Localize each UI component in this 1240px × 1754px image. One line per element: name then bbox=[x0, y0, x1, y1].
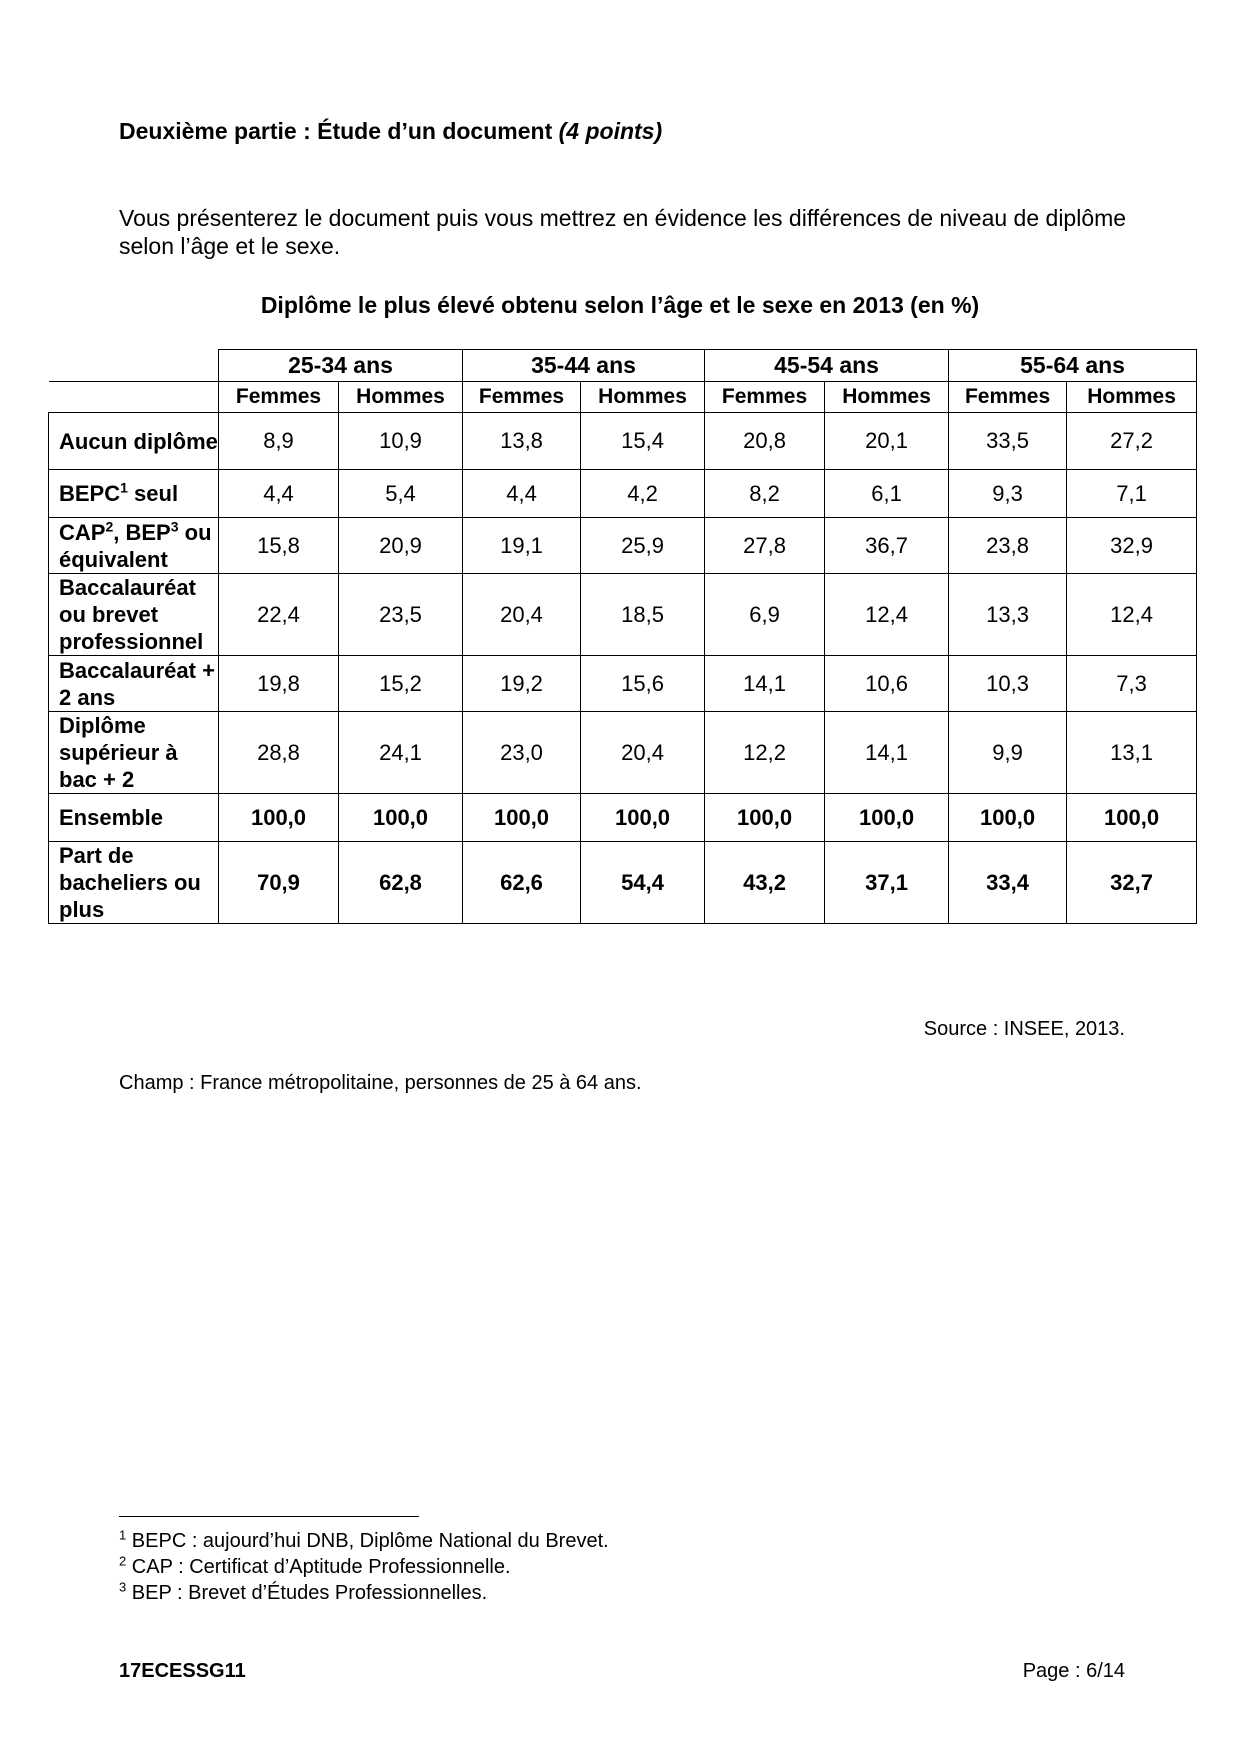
page-number: Page : 6/14 bbox=[1022, 1660, 1125, 1682]
table-cell: 36,7 bbox=[825, 518, 949, 574]
table-cell: 4,2 bbox=[581, 470, 705, 518]
table-row bbox=[49, 656, 1197, 712]
table-cell: 25,9 bbox=[581, 518, 705, 574]
table-cell: 9,3 bbox=[949, 470, 1067, 518]
table-row bbox=[49, 574, 1197, 656]
table-cell: 19,1 bbox=[463, 518, 581, 574]
table-cell: 10,3 bbox=[949, 656, 1067, 712]
table-cell: 19,8 bbox=[219, 656, 339, 712]
table-corner-cell bbox=[49, 350, 219, 382]
table-cell: 62,8 bbox=[339, 842, 463, 924]
row-label: CAP$^2$, BEP$^3$ ou équivalent bbox=[49, 518, 219, 574]
table-cell: 6,1 bbox=[825, 470, 949, 518]
sex-header: Femmes bbox=[463, 382, 581, 413]
table-cell: 9,9 bbox=[949, 712, 1067, 794]
table-cell: 20,4 bbox=[581, 712, 705, 794]
source-note: Source : INSEE, 2013. bbox=[923, 1018, 1125, 1040]
table-cell: 37,1 bbox=[825, 842, 949, 924]
footnote-item: $^2$ CAP : Certificat d’Aptitude Professionnelle. bbox=[119, 1553, 511, 1578]
table-cell: 100,0 bbox=[705, 794, 825, 842]
footnote-divider bbox=[119, 1516, 419, 1517]
table-corner-cell bbox=[49, 382, 219, 413]
table-cell: 15,4 bbox=[581, 413, 705, 470]
table-cell: 14,1 bbox=[705, 656, 825, 712]
table-cell: 62,6 bbox=[463, 842, 581, 924]
table-cell: 27,8 bbox=[705, 518, 825, 574]
row-label: Aucun diplôme bbox=[49, 413, 219, 470]
section-title-text: Deuxième partie : Étude d’un document bbox=[119, 118, 553, 144]
table-cell: 32,7 bbox=[1067, 842, 1197, 924]
table-cell: 10,9 bbox=[339, 413, 463, 470]
table-cell: 7,3 bbox=[1067, 656, 1197, 712]
row-label: Diplôme supérieur à bac + 2 bbox=[49, 712, 219, 794]
table-cell: 15,6 bbox=[581, 656, 705, 712]
row-label: Baccalauréat ou brevet professionnel bbox=[49, 574, 219, 656]
table-cell: 10,6 bbox=[825, 656, 949, 712]
footnote-item: $^1$ BEPC : aujourd’hui DNB, Diplôme National du Brevet. bbox=[119, 1527, 609, 1552]
table-cell: 100,0 bbox=[219, 794, 339, 842]
table-cell: 22,4 bbox=[219, 574, 339, 656]
row-label: Baccalauréat + 2 ans bbox=[49, 656, 219, 712]
table-cell: 33,4 bbox=[949, 842, 1067, 924]
table-cell: 15,2 bbox=[339, 656, 463, 712]
table-cell: 13,1 bbox=[1067, 712, 1197, 794]
table-cell: 20,4 bbox=[463, 574, 581, 656]
table-cell: 43,2 bbox=[705, 842, 825, 924]
table-cell: 7,1 bbox=[1067, 470, 1197, 518]
table-cell: 18,5 bbox=[581, 574, 705, 656]
table-cell: 100,0 bbox=[339, 794, 463, 842]
table-cell: 20,1 bbox=[825, 413, 949, 470]
table-cell: 6,9 bbox=[705, 574, 825, 656]
table-cell: 28,8 bbox=[219, 712, 339, 794]
table-cell: 70,9 bbox=[219, 842, 339, 924]
sex-header: Hommes bbox=[1067, 382, 1197, 413]
table-row bbox=[49, 518, 1197, 574]
age-group-header: 35-44 ans bbox=[463, 350, 705, 382]
table-cell: 19,2 bbox=[463, 656, 581, 712]
instructions-paragraph: Vous présenterez le document puis vous mettrez en évidence les différences de niveau de diplôme selon l’âge et le sexe. bbox=[119, 205, 1127, 259]
table-cell: 24,1 bbox=[339, 712, 463, 794]
table-cell: 20,9 bbox=[339, 518, 463, 574]
table-cell: 100,0 bbox=[949, 794, 1067, 842]
table-cell: 5,4 bbox=[339, 470, 463, 518]
table-cell: 100,0 bbox=[463, 794, 581, 842]
table-row bbox=[49, 842, 1197, 924]
table-cell: 4,4 bbox=[463, 470, 581, 518]
section-points: (4 points) bbox=[558, 118, 663, 144]
row-label: Ensemble bbox=[49, 794, 219, 842]
table-cell: 13,8 bbox=[463, 413, 581, 470]
scope-note: Champ : France métropolitaine, personnes de 25 à 64 ans. bbox=[119, 1072, 642, 1094]
diploma-table bbox=[48, 349, 1197, 924]
table-row bbox=[49, 794, 1197, 842]
row-label: Part de bacheliers ou plus bbox=[49, 842, 219, 924]
table-cell: 100,0 bbox=[581, 794, 705, 842]
table-row bbox=[49, 712, 1197, 794]
table-cell: 4,4 bbox=[219, 470, 339, 518]
table-cell: 13,3 bbox=[949, 574, 1067, 656]
footnotes bbox=[119, 1528, 609, 1606]
table-title: Diplôme le plus élevé obtenu selon l’âge et le sexe en 2013 (en %) bbox=[260, 292, 980, 318]
row-label: BEPC$^1$ seul bbox=[49, 470, 219, 518]
table-cell: 23,5 bbox=[339, 574, 463, 656]
table-cell: 12,4 bbox=[1067, 574, 1197, 656]
sex-header: Hommes bbox=[339, 382, 463, 413]
table-cell: 12,4 bbox=[825, 574, 949, 656]
sex-header: Femmes bbox=[219, 382, 339, 413]
table-cell: 33,5 bbox=[949, 413, 1067, 470]
age-group-header: 55-64 ans bbox=[949, 350, 1197, 382]
footnote-item: $^3$ BEP : Brevet d’Études Professionnelles. bbox=[119, 1579, 488, 1604]
document-code: 17ECESSG11 bbox=[119, 1660, 246, 1682]
sex-header: Hommes bbox=[581, 382, 705, 413]
section-title bbox=[119, 118, 662, 145]
sex-header: Femmes bbox=[705, 382, 825, 413]
table-cell: 8,9 bbox=[219, 413, 339, 470]
sex-header: Hommes bbox=[825, 382, 949, 413]
table-cell: 54,4 bbox=[581, 842, 705, 924]
table-cell: 27,2 bbox=[1067, 413, 1197, 470]
age-group-header: 45-54 ans bbox=[705, 350, 949, 382]
table-cell: 100,0 bbox=[1067, 794, 1197, 842]
table-cell: 12,2 bbox=[705, 712, 825, 794]
table-cell: 15,8 bbox=[219, 518, 339, 574]
table-cell: 20,8 bbox=[705, 413, 825, 470]
table-cell: 23,8 bbox=[949, 518, 1067, 574]
table-cell: 100,0 bbox=[825, 794, 949, 842]
table-row bbox=[49, 413, 1197, 470]
table-row bbox=[49, 470, 1197, 518]
sex-header: Femmes bbox=[949, 382, 1067, 413]
table-cell: 14,1 bbox=[825, 712, 949, 794]
table-cell: 8,2 bbox=[705, 470, 825, 518]
age-group-header: 25-34 ans bbox=[219, 350, 463, 382]
table-cell: 23,0 bbox=[463, 712, 581, 794]
table-cell: 32,9 bbox=[1067, 518, 1197, 574]
